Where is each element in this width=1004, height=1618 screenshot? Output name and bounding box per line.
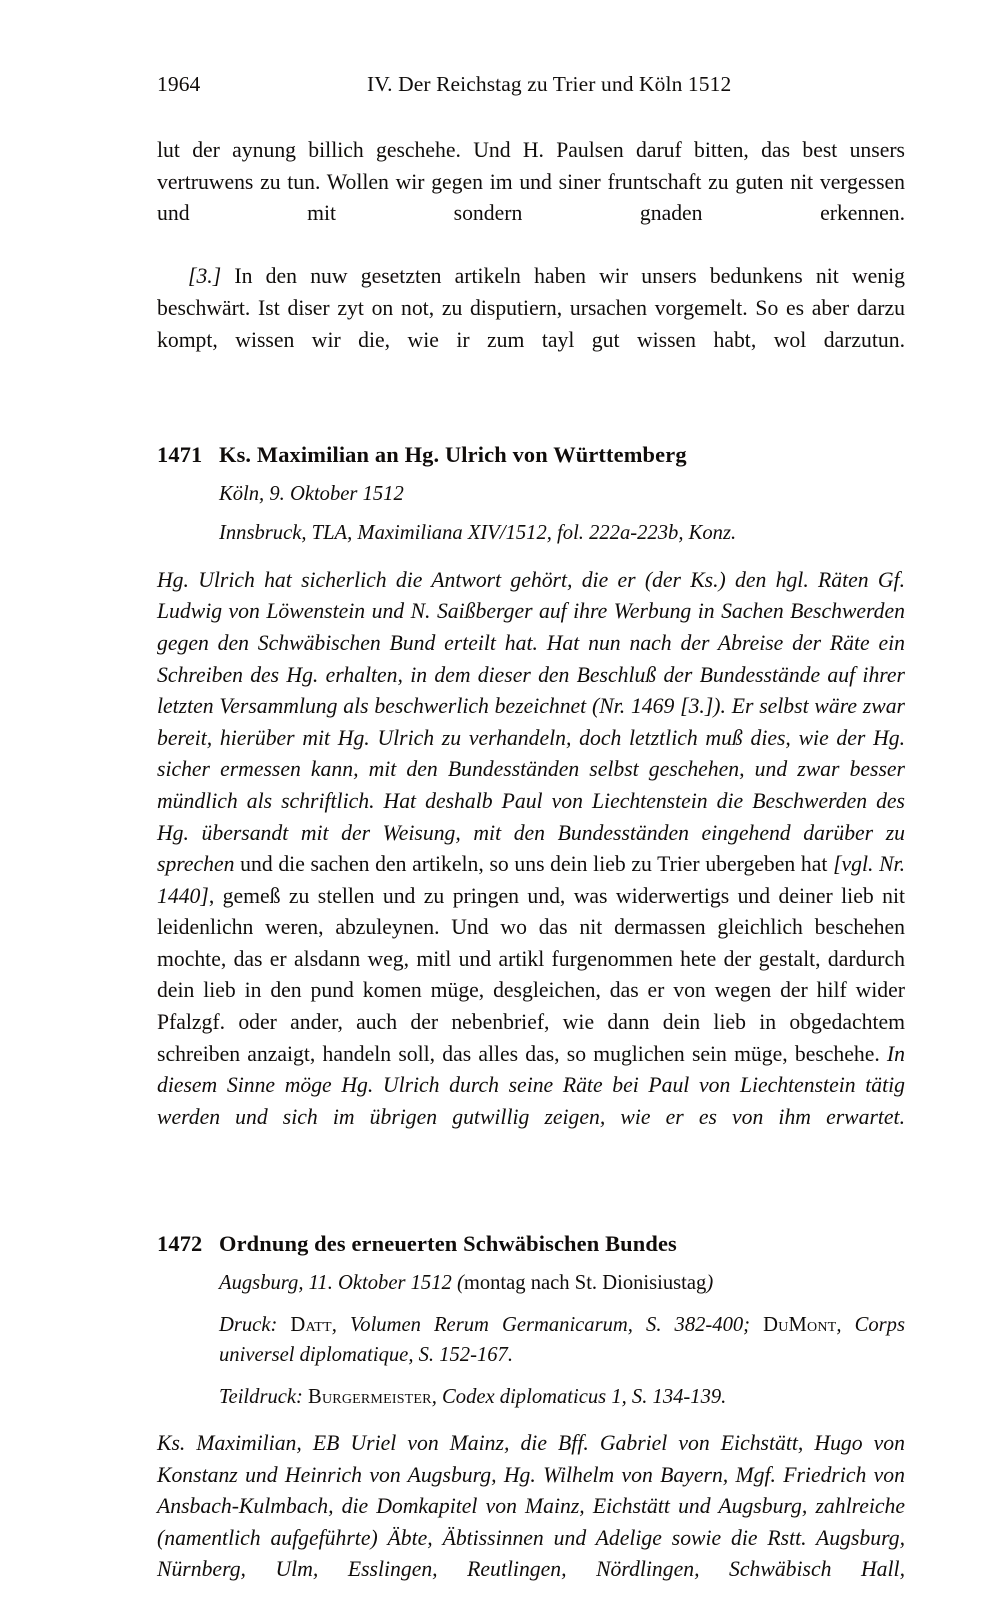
running-head: 1964 IV. Der Reichstag zu Trier und Köln 1512 — [157, 72, 732, 96]
teildruck-author-burgermeister: Burgermeister — [308, 1385, 432, 1408]
running-title: IV. Der Reichstag zu Trier und Köln 1512 — [367, 72, 732, 96]
regest-quote-part2: , gemeß zu stellen und zu pringen und, was widerwertigs und deiner lieb nit leidenlichn weren, abzuleynen. Und wo das nit dermassen gleichlich beschehen mochte, das er alsdann weg, mitl und artikl furgenommen hete der gestalt, dardurch dein lieb in den pund komen müge, desgleichen, das er von wegen der hilf wider Pfalzgf. oder ander, auch der nebenbrief, wie dann dein lieb in obgedachtem schreiben anzaigt, handeln soll, das alles das, so muglichen sein müge, beschehe. — [157, 883, 905, 1066]
section-dateline: Köln, 9. Oktober 1512 — [219, 482, 404, 505]
druck-author-dumont: DuMont — [763, 1313, 837, 1336]
regest-quote-part1: und die sachen den artikeln, so uns dein lieb zu Trier ubergeben hat — [234, 852, 834, 877]
teildruck-label: Teildruck: — [219, 1385, 309, 1408]
article-marker: [3.] — [188, 264, 222, 289]
druck-work-volumen: , Volumen Rerum Germanicarum, S. 382-400; — [331, 1313, 764, 1336]
section-1471 — [157, 440, 905, 1165]
section-dateline — [219, 1268, 905, 1299]
section-title: Ks. Maximilian an Hg. Ulrich von Württemberg — [219, 441, 687, 467]
druck-work-corps: , Corps universel diplomatique, S. 152-167. — [219, 1313, 905, 1367]
section-druck-reference — [219, 1310, 905, 1371]
section-regest — [157, 565, 905, 1165]
section-teildruck-reference — [219, 1382, 905, 1413]
section-1472 — [157, 1229, 905, 1618]
regest-summary-part2: In diesem Sinne möge Hg. Ulrich durch seine Räte bei Paul von Liechtenstein tätig werden und sich im übrigen gutwillig zeigen, wie er es von ihm erwartet. — [157, 1041, 905, 1129]
section-regest: Ks. Maximilian, EB Uriel von Mainz, die Bff. Gabriel von Eichstätt, Hugo von Konstanz und Heinrich von Augsburg, Hg. Wilhelm von Bayern, Mgf. Friedrich von Ansbach-Kulmbach, die Domkapitel von Mainz, Eichstätt und Augsburg, zahlreiche (namentlich aufgeführte) Äbte, Äbtissinnen und Adelige sowie die Rstt. Augsburg, Nürnberg, Ulm, Esslingen, Reutlingen, Nördlingen, Schwäbisch Hall, — [157, 1431, 905, 1582]
lead-paragraph: lut der aynung billich geschehe. Und H. Paulsen daruf bitten, das best unsers vertruwens zu tun. Wollen wir gegen im und siner fruntschaft zu guten nit vergessen und mit sondern gnaden erkennen. — [157, 138, 905, 226]
dateline-original-date: montag nach St. Dionisiustag — [463, 1272, 707, 1295]
page-content — [157, 72, 905, 1618]
section-heading — [157, 1229, 905, 1259]
dateline-date: Augsburg, 11. Oktober 1512 ( — [219, 1272, 464, 1295]
section-heading — [157, 440, 905, 470]
section-number: 1471 — [157, 441, 203, 467]
dateline-paren-close: ) — [706, 1272, 714, 1295]
druck-label: Druck: — [219, 1313, 291, 1336]
section-archive-reference: Innsbruck, TLA, Maximiliana XIV/1512, fol. 222a-223b, Konz. — [219, 522, 737, 545]
section-title: Ordnung des erneuerten Schwäbischen Bundes — [219, 1231, 677, 1257]
article-text: In den nuw gesetzten artikeln haben wir unsers bedunkens nit wenig beschwärt. Ist diser zyt on not, zu disputiern, ursachen vorgemelt. So es aber darzu kompt, wissen wir die, wie ir zum tayl gut wissen habt, wol darzutun. — [157, 264, 905, 352]
regest-cross-reference: [vgl. Nr. 1440] — [157, 852, 905, 908]
regest-summary-part1: Hg. Ulrich hat sicherlich die Antwort gehört, die er (der Ks.) den hgl. Räten Gf. Ludwig von Löwenstein und N. Saißberger auf ihre Werbung in Sachen Beschwerden gegen den Schwäbischen Bund erteilt hat. Hat nun nach der Abreise der Räte ein Schreiben des Hg. erhalten, in dem dieser den Beschluß der Bundesstände auf ihrer letzten Versammlung als beschwerlich bezeichnet (Nr. 1469 [3.]). Er selbst wäre zwar bereit, hierüber mit Hg. Ulrich zu verhandeln, doch letztlich muß dies, wie der Hg. sicher ermessen kann, mit den Bundesständen selbst geschehen, und zwar besser mündlich als schriftlich. Hat deshalb Paul von Liechtenstein die Beschwerden des Hg. übersandt mit der Weisung, mit den Bundesständen eingehend darüber zu sprechen — [157, 567, 905, 877]
teildruck-work-codex: , Codex diplomaticus 1, S. 134-139. — [431, 1385, 727, 1408]
article-paragraph — [157, 261, 905, 387]
section-number: 1472 — [157, 1231, 203, 1257]
druck-author-datt: Datt — [290, 1313, 332, 1336]
